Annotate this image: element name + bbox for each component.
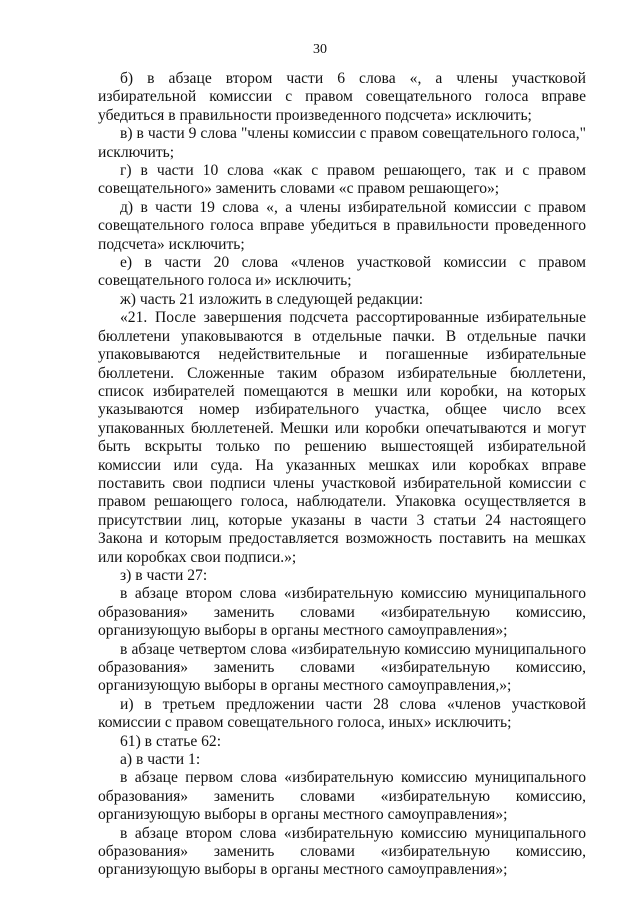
paragraph-z-abzac-4: в абзаце четвертом слова «избирательную комиссию муниципального образования» заменить словами «избирательную комиссию, организующую выборы в органы местного самоуправления,»; <box>98 640 586 695</box>
paragraph-b: б) в абзаце втором части 6 слова «, а члены участковой избирательной комиссии с правом совещательного голоса вправе убедиться в правильности произведенного подсчета» исключить; <box>98 70 586 124</box>
paragraph-z: з) в части 27: <box>120 566 208 584</box>
paragraph-61: 61) в статье 62: <box>120 732 222 750</box>
paragraph-a-abzac-2: в абзаце втором слова «избирательную комиссию муниципального образования» заменить словами «избирательную комиссию, организующую выборы в органы местного самоуправления»; <box>98 824 586 879</box>
document-body <box>98 70 586 880</box>
paragraph-i: и) в третьем предложении части 28 слова «членов участковой комиссии с правом совещательного голоса, иных» исключить; <box>98 695 586 732</box>
paragraph-v: в) в части 9 слова "члены комиссии с правом совещательного голоса," исключить; <box>98 125 586 161</box>
paragraph-g: г) в части 10 слова «как с правом решающего, так и с правом совещательного» заменить словами «с правом решающего»; <box>98 162 586 198</box>
paragraph-z-abzac-2: в абзаце втором слова «избирательную комиссию муниципального образования» заменить словами «избирательную комиссию, организующую выборы в органы местного самоуправления»; <box>98 585 586 640</box>
paragraph-a-abzac-1: в абзаце первом слова «избирательную комиссию муниципального образования» заменить словами «избирательную комиссию, организующую выборы в органы местного самоуправления»; <box>98 769 586 824</box>
paragraph-e: е) в части 20 слова «членов участковой комиссии с правом совещательного голоса и» исключить; <box>98 254 586 290</box>
paragraph-d: д) в части 19 слова «, а члены избирательной комиссии с правом совещательного голоса вправе убедиться в правильности проведенного подсчета» исключить; <box>98 198 586 253</box>
page-number: 30 <box>313 42 327 57</box>
paragraph-zh: ж) часть 21 изложить в следующей редакции: <box>120 290 424 308</box>
paragraph-part-21-text: «21. После завершения подсчета рассортированные избирательные бюллетени упаковываются в отдельные пачки. В отдельные пачки упаковываются недействительные и погашенные избирательные бюллетени. Сложенные таким образом избирательные бюллетени, список избирателей помещаются в мешки или коробки, на которых указываются номер избирательного участка, общее число всех упакованных бюллетеней. Мешки или коробки опечатываются и могут быть вскрыты только по решению вышестоящей избирательной комиссии или суда. На указанных мешках или коробках вправе поставить свои подписи члены участковой избирательной комиссии с правом решающего голоса, наблюдатели. Упаковка осуществляется в присутствии лиц, которые указаны в части 3 статьи 24 настоящего Закона и которым предоставляется возможность поставить на мешках или коробках свои подписи.»; <box>98 309 586 566</box>
paragraph-a: а) в части 1: <box>120 751 201 769</box>
